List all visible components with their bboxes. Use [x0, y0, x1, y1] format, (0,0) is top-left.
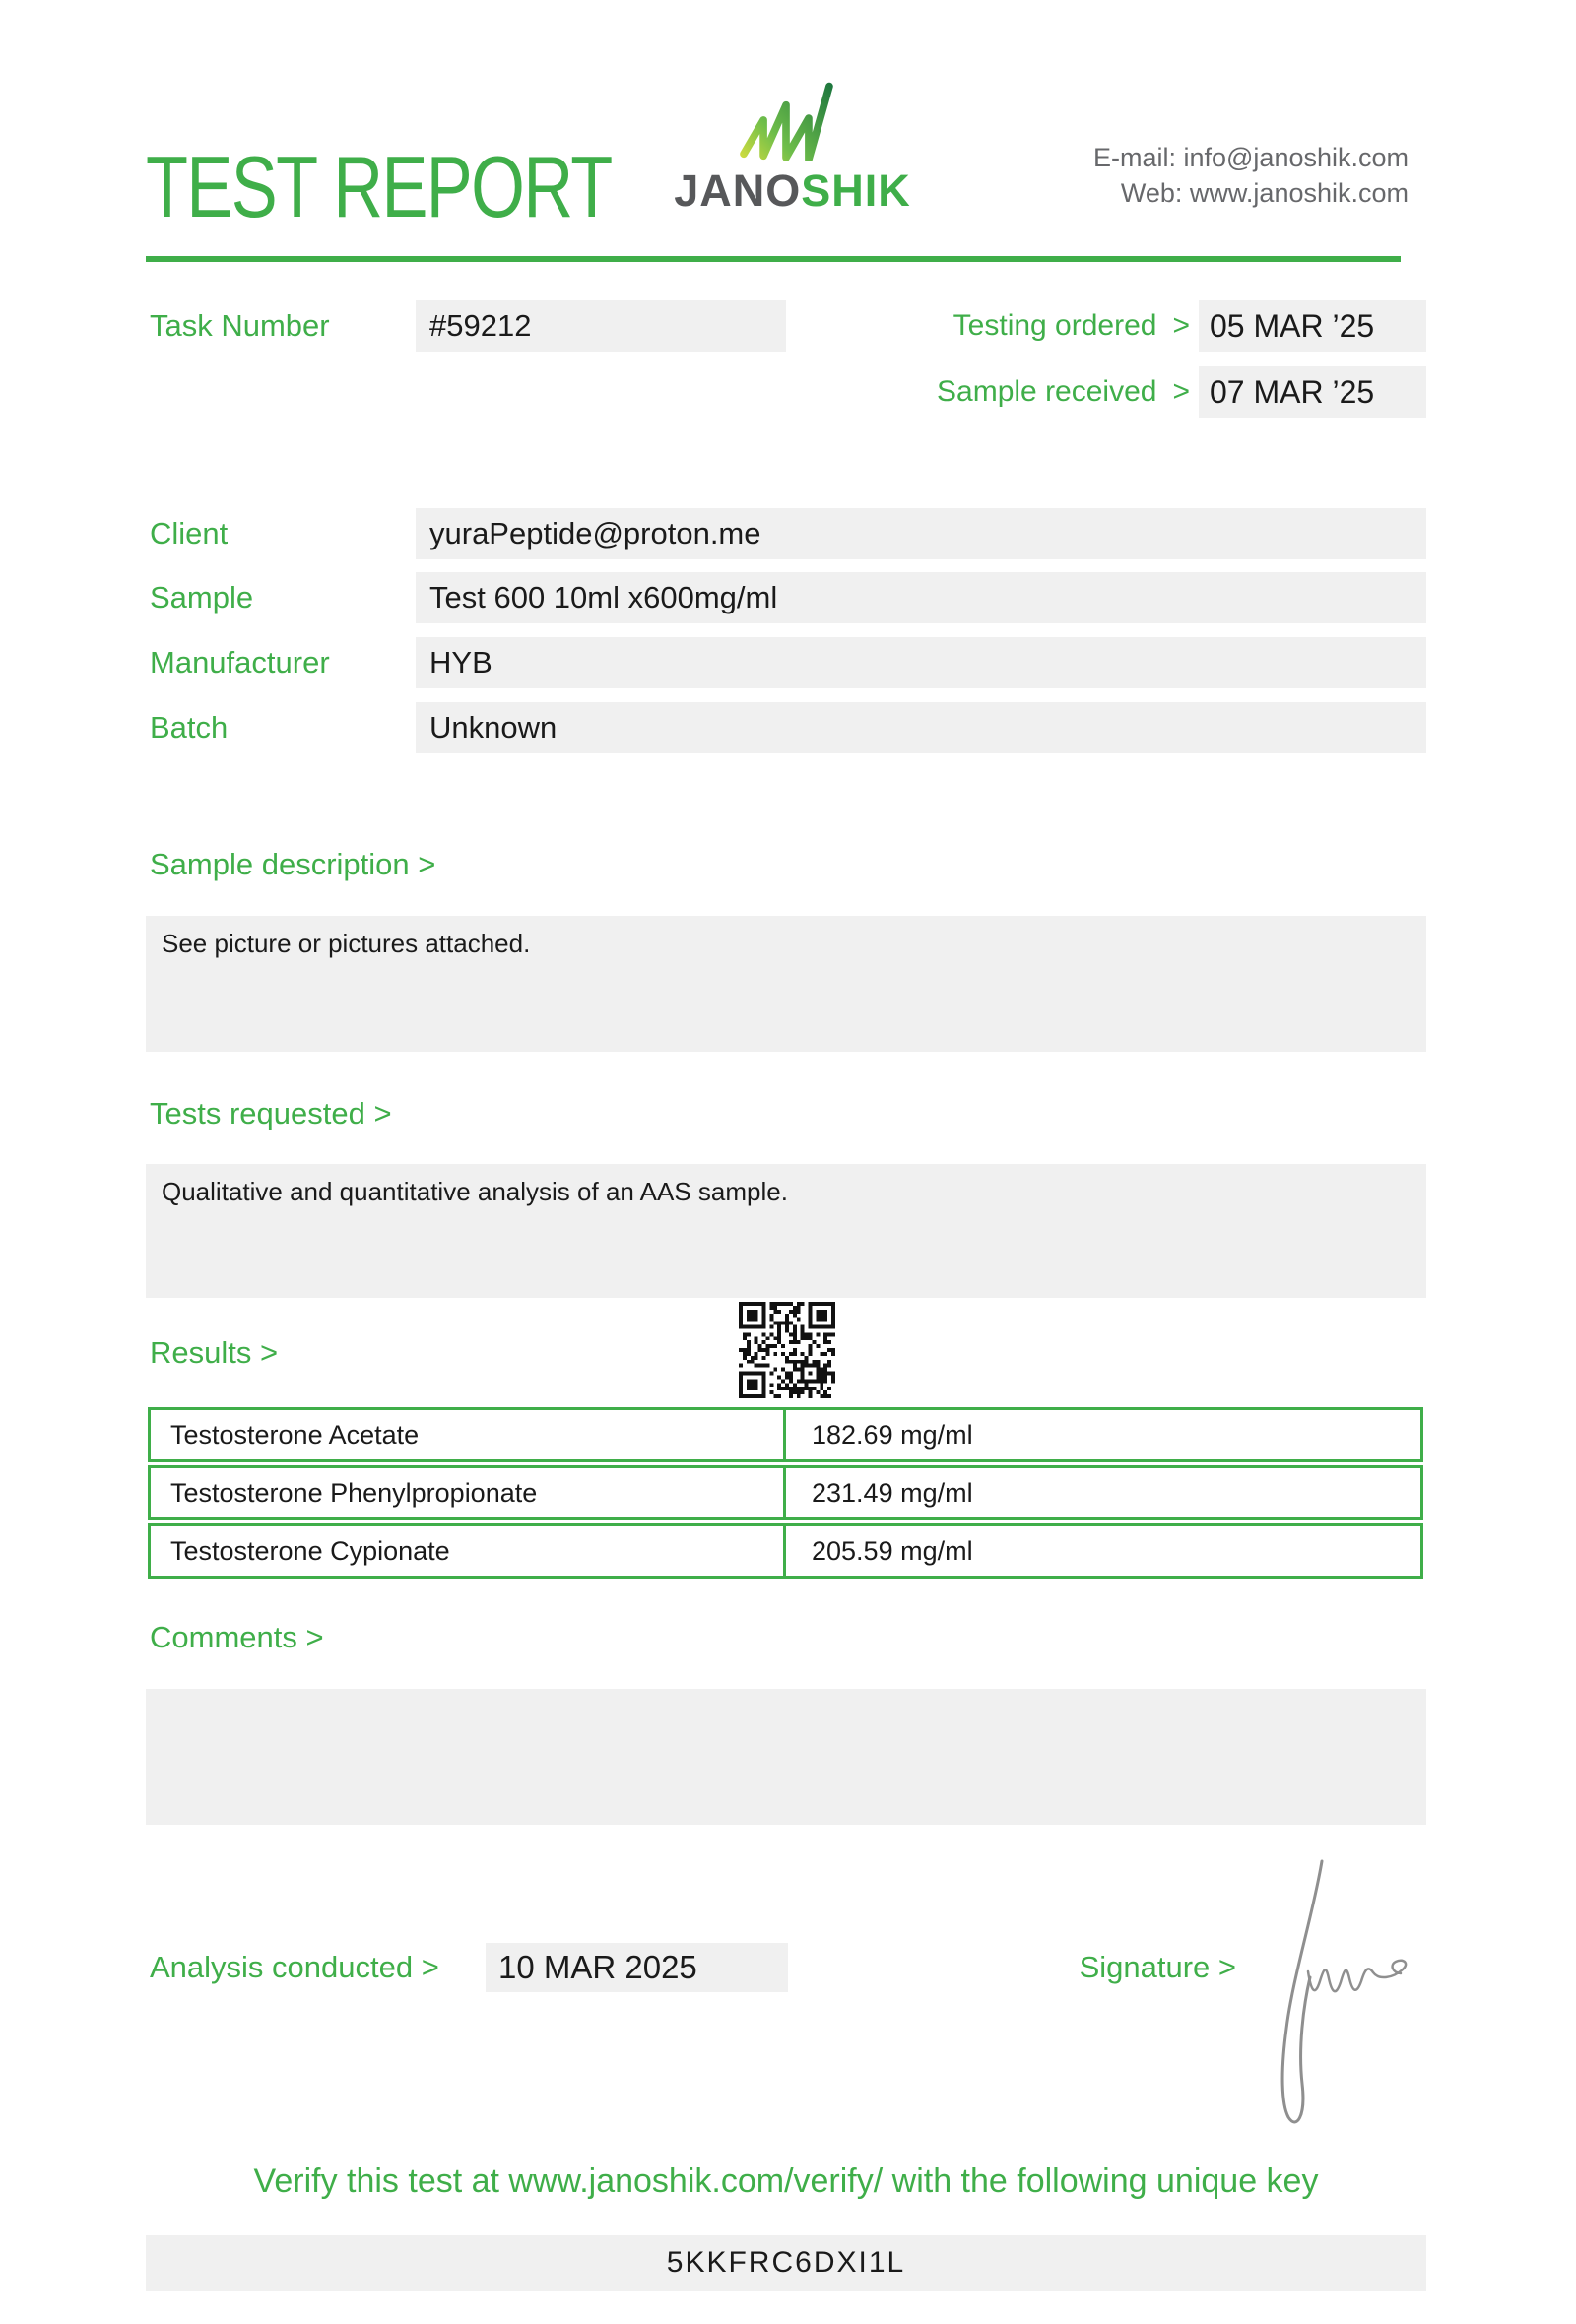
sample-received-text: Sample received	[937, 375, 1157, 408]
manufacturer-label: Manufacturer	[150, 645, 330, 679]
analysis-date-value: 10 MAR 2025	[486, 1943, 788, 1992]
contact-web-line	[1093, 175, 1409, 211]
testing-ordered-value: 05 MAR ’25	[1199, 300, 1426, 352]
tests-requested-heading: Tests requested >	[150, 1096, 392, 1130]
task-number-value: #59212	[416, 300, 786, 352]
table-row	[148, 1465, 1423, 1520]
sample-value: Test 600 10ml x600mg/ml	[416, 572, 1426, 623]
result-cell: 205.59 mg/ml	[812, 1536, 973, 1566]
results-table	[148, 1407, 1423, 1582]
signature-image	[1263, 1853, 1420, 2144]
table-row	[148, 1407, 1423, 1462]
sample-description-heading: Sample description >	[150, 847, 436, 881]
client-label: Client	[150, 516, 229, 550]
chevron-right-icon: >	[1172, 309, 1190, 342]
sample-description-box: See picture or pictures attached.	[146, 916, 1426, 1052]
analyte-cell: Testosterone Cypionate	[151, 1526, 786, 1576]
web-value: www.janoshik.com	[1189, 178, 1409, 208]
results-heading: Results >	[150, 1335, 279, 1370]
table-row	[148, 1523, 1423, 1579]
contact-email-line	[1093, 140, 1409, 175]
task-number-label: Task Number	[150, 308, 330, 343]
header-divider	[146, 256, 1401, 262]
logo-word-jano: JANO	[674, 165, 802, 216]
testing-ordered-label	[778, 300, 1190, 352]
web-label: Web:	[1120, 178, 1183, 208]
analyte-cell: Testosterone Acetate	[151, 1410, 786, 1459]
batch-value: Unknown	[416, 702, 1426, 753]
analysis-conducted-label: Analysis conducted >	[150, 1950, 439, 1984]
client-value: yuraPeptide@proton.me	[416, 508, 1426, 559]
testing-ordered-text: Testing ordered	[952, 309, 1157, 342]
signature-label: Signature >	[1079, 1950, 1236, 1984]
sample-received-value: 07 MAR ’25	[1199, 366, 1426, 418]
logo-word-shik: SHIK	[801, 165, 911, 216]
qr-code	[739, 1302, 835, 1403]
sample-label: Sample	[150, 580, 254, 614]
result-cell: 182.69 mg/ml	[812, 1420, 973, 1450]
tests-requested-box: Qualitative and quantitative analysis of an AAS sample.	[146, 1164, 1426, 1298]
contact-block	[1093, 140, 1409, 211]
comments-heading: Comments >	[150, 1620, 324, 1654]
manufacturer-value: HYB	[416, 637, 1426, 688]
sample-received-label	[778, 366, 1190, 418]
page-title: TEST REPORT	[146, 138, 612, 235]
growth-chart-icon	[739, 77, 833, 166]
comments-box	[146, 1689, 1426, 1825]
email-label: E-mail:	[1092, 143, 1176, 172]
analyte-cell: Testosterone Phenylpropionate	[151, 1468, 786, 1517]
verify-instruction: Verify this test at www.janoshik.com/verify/ with the following unique key	[253, 2163, 1319, 2200]
chevron-right-icon: >	[1172, 375, 1190, 408]
logo-wordmark	[662, 165, 923, 217]
unique-key-value: 5KKFRC6DXI1L	[146, 2235, 1426, 2291]
batch-label: Batch	[150, 710, 229, 744]
result-cell: 231.49 mg/ml	[812, 1478, 973, 1508]
email-value: info@janoshik.com	[1183, 143, 1409, 172]
